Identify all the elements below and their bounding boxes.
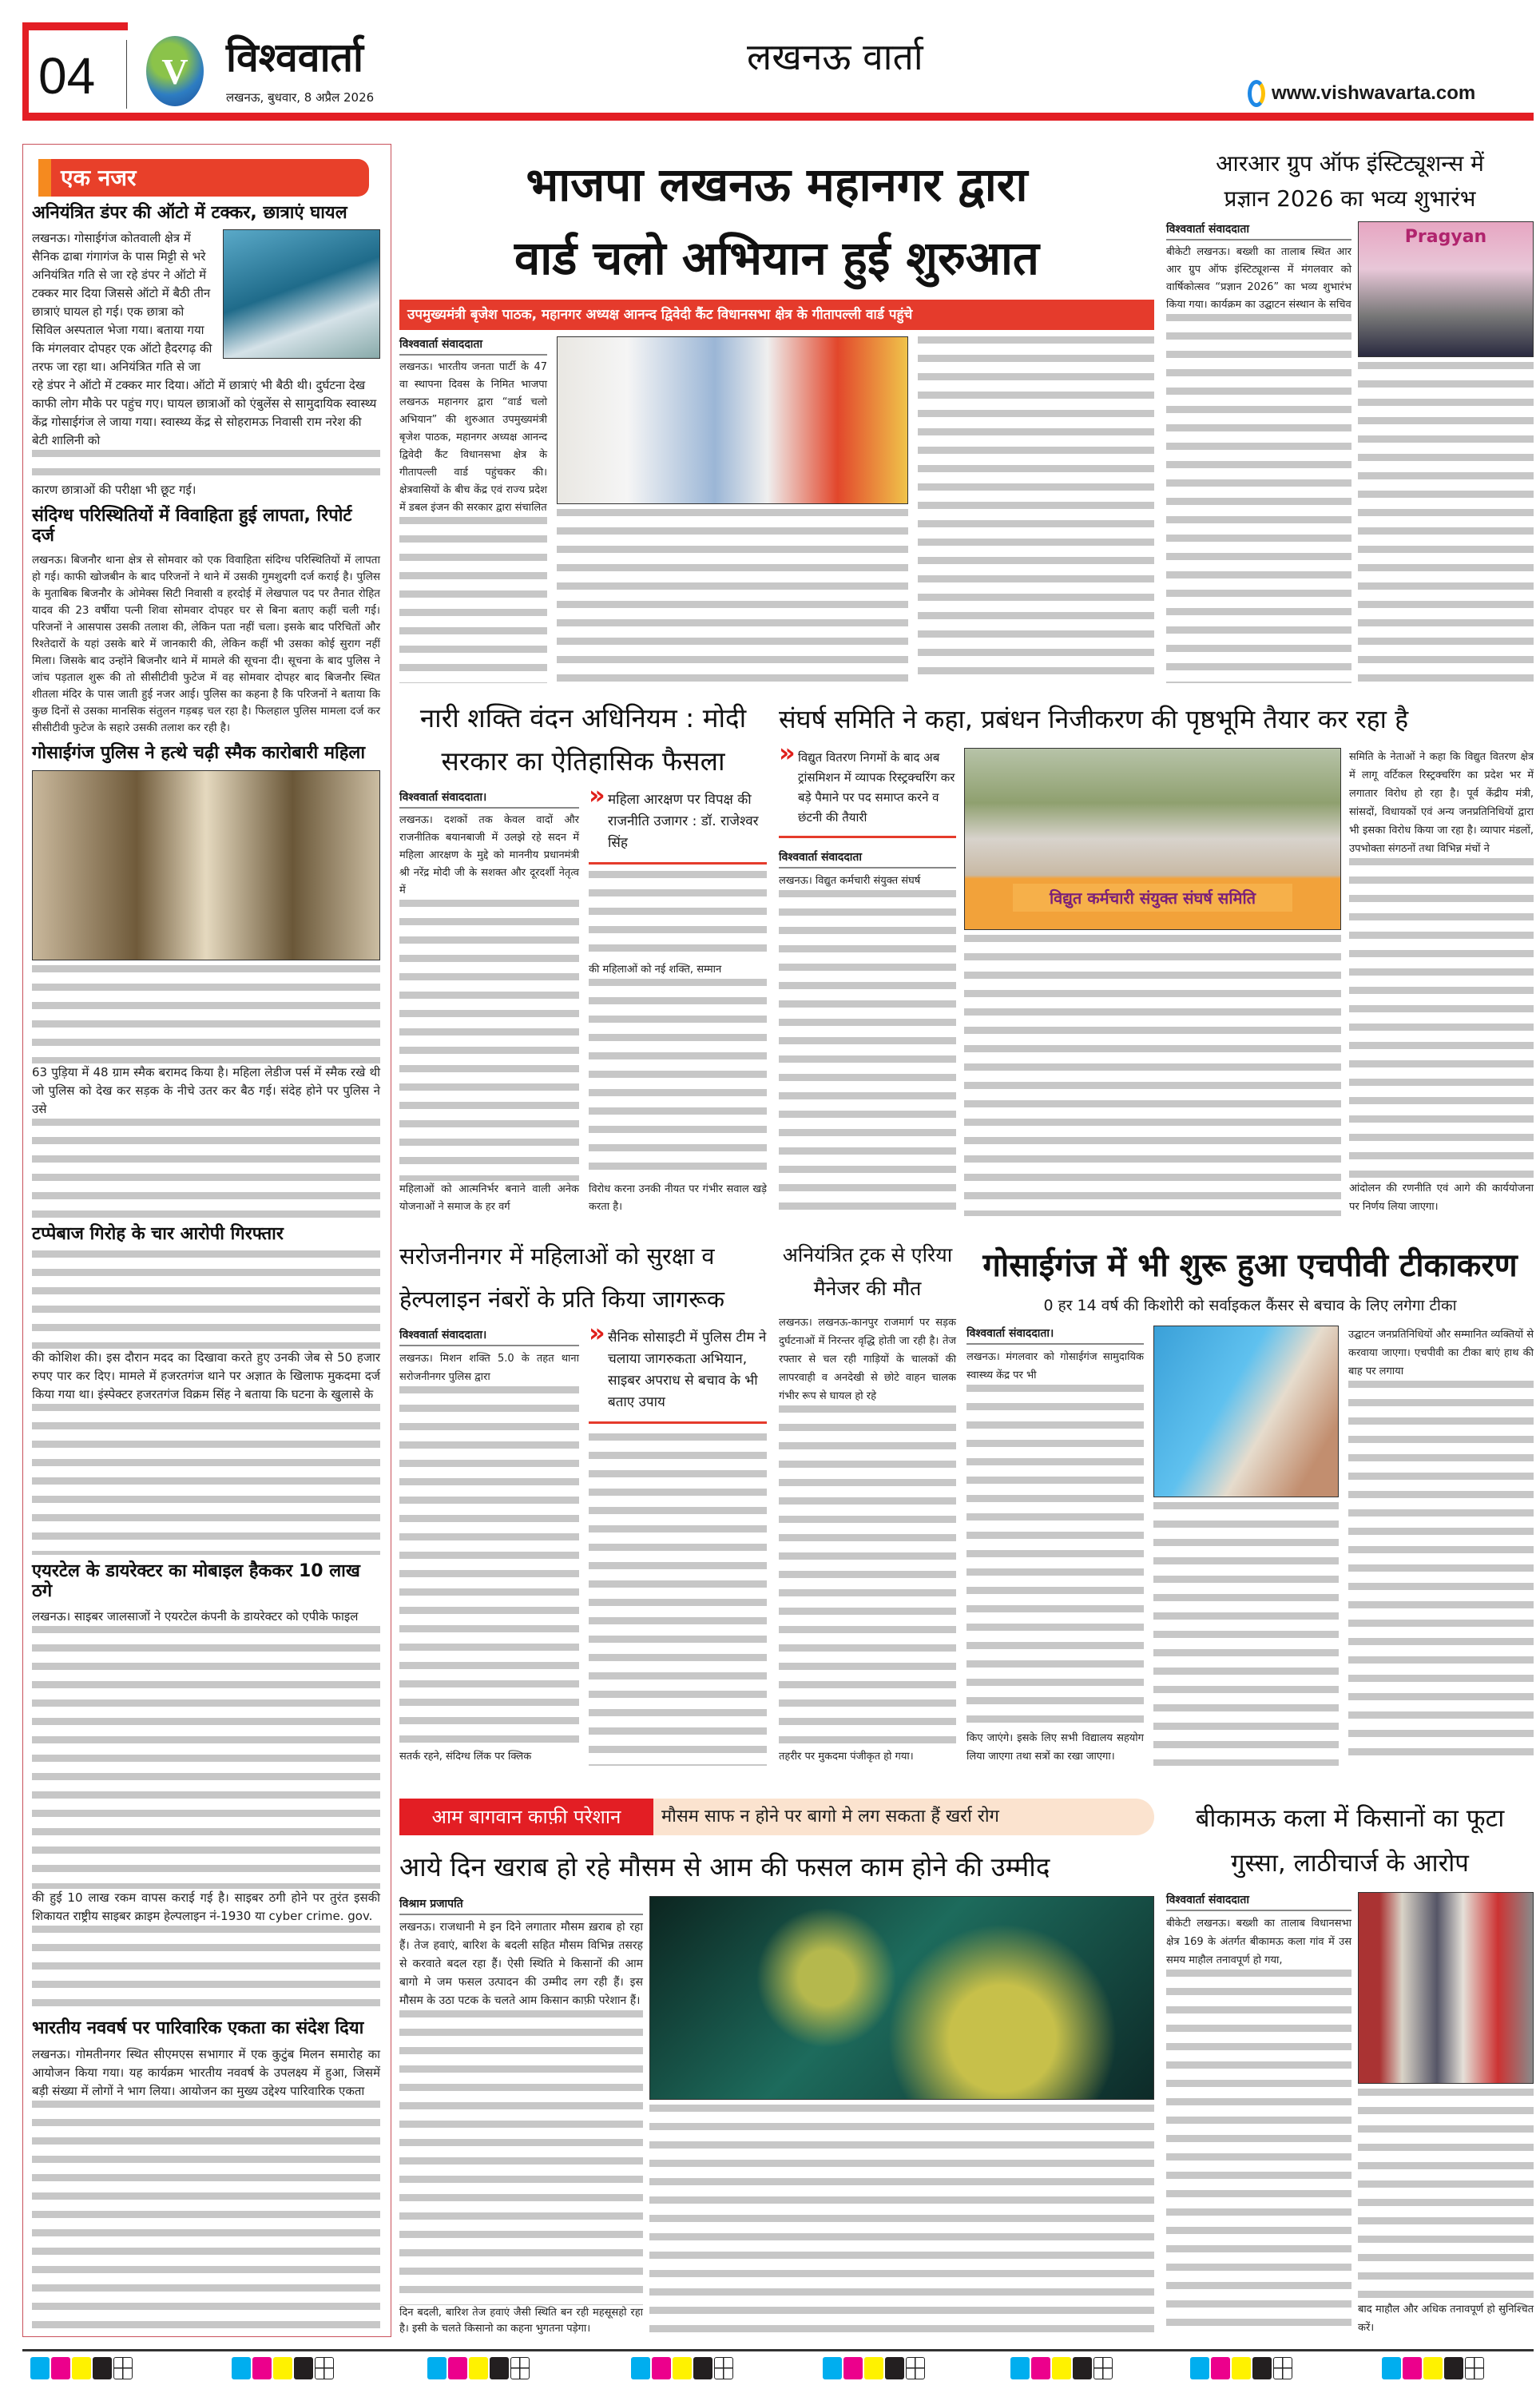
crosshair-swatch xyxy=(714,2357,733,2379)
text-lines xyxy=(32,1626,380,1888)
lead-headline-line-1: भाजपा लखनऊ महानगर द्वारा xyxy=(526,157,1028,212)
bjp-columns xyxy=(557,336,908,683)
text-lines xyxy=(557,509,908,683)
color-swatch xyxy=(1211,2357,1230,2379)
article-text: लखनऊ। दशकों तक केवल वादों और राजनीतिक बयानबाजी में उलझे रहे सदन में महिला आरक्षण के मुद्दे को माननीय प्रधानमंत्री श्री नरेंद्र मोदी जी के सशक्त और दूरदर्शी नेतृत्व में xyxy=(399,814,579,896)
color-swatch xyxy=(51,2357,70,2379)
photo-farmers-protest xyxy=(1358,1892,1534,2084)
sarojini-col-2 xyxy=(589,1327,767,1766)
hpv-row xyxy=(966,1326,1534,1766)
dateline: लखनऊ, बुधवार, 8 अप्रैल 2026 xyxy=(226,90,375,105)
color-swatch xyxy=(864,2357,883,2379)
article-text: लखनऊ। बिजनौर थाना क्षेत्र से सोमवार को एक विवाहिता संदिग्ध परिस्थितियों में लापता हो गई। काफी खोजबीन के बाद परिजनों ने थाने में उसकी गुमशुदगी दर्ज कराई है। पुलिस के मुताबिक बिजनौर के ओमेक्स सिटी निवासी व हरदोई में लेखपाल पद पर तैनात रोहित यादव की 23 वर्षीया पत्नी शिवा सोमवार दोपहर घर से बिना बताए कहीं चली गई। परिजनों ने आसपास उसकी तलाश की, लेकिन पता नहीं चला। इसके बाद परिचितों और रिश्तेदारों के यहां उसके बारे में जानकारी की, लेकिन कहीं भी उसका कोई सुराग नहीं मिला। जिसके बाद उन्होंने बिजनौर थाने में मामले की सूचना दी। सूचना के बाद पुलिस ने जांच पड़ताल शुरू की तो सीसीटीवी फुटेज में वह सोमवार दोपहर बाद बिजनौर स्थित शीतला मंदिर के पास जाती हुई नजर आई। पुलिस का कहना है कि परिजनों ने बताया कि कुछ दिनों से उसका मानसिक संतुलन गड़बड़ चल रहा है। फिलहाल पुलिस मामला दर्ज कर सीसीटीवी फुटेज के सहारे उसकी तलाश कर रही है। xyxy=(32,554,380,735)
color-swatch xyxy=(448,2357,467,2379)
nari-col-2 xyxy=(589,789,767,1216)
crosshair-swatch xyxy=(1093,2357,1113,2379)
article-text-end: आंदोलन की रणनीति एवं आगे की कार्ययोजना पर निर्णय लिया जाएगा। xyxy=(1349,1183,1534,1213)
text-lines xyxy=(918,336,1154,683)
color-registration-strip xyxy=(823,2357,925,2379)
pull-quote: » सैनिक सोसाइटी में पुलिस टीम ने चलाया जागरुकता अभियान, साइबर अपराध से बचाव के भी बताए उपाय xyxy=(589,1327,767,1424)
rr-headline-line-1: आरआर ग्रुप ऑफ इंस्टिट्यूशन्स में xyxy=(1216,150,1484,177)
photo-auto-accident xyxy=(223,229,380,359)
text-lines xyxy=(589,871,767,961)
color-swatch xyxy=(93,2357,112,2379)
bikamau-headline-line-1: बीकामऊ कला में किसानों का फूटा xyxy=(1195,1804,1505,1833)
color-swatch xyxy=(273,2357,292,2379)
section-title: लखनऊ वार्ता xyxy=(747,35,923,78)
mango-row xyxy=(399,1896,1154,2337)
article-text: की महिलाओं को नई शक्ति, सम्मान xyxy=(589,964,722,976)
color-registration-strip xyxy=(1010,2357,1113,2379)
text-lines xyxy=(966,1385,1144,1729)
left-article-6-headline: भारतीय नववर्ष पर पारिवारिक एकता का संदेश दिया xyxy=(32,2018,364,2039)
color-swatch xyxy=(1382,2357,1401,2379)
mango-tag-2: मौसम साफ न होने पर बागो मे लग सकता हैं खर्रा रोग xyxy=(653,1799,1154,1835)
photo-pragyan-2026 xyxy=(1358,221,1534,357)
color-swatch xyxy=(1052,2357,1071,2379)
photo-hpv-vaccination xyxy=(1153,1326,1339,1497)
divider xyxy=(126,40,127,109)
rr-row xyxy=(1166,221,1534,683)
header-rule xyxy=(22,113,1534,121)
color-swatch xyxy=(673,2357,692,2379)
ek-nazar-column xyxy=(32,159,380,2331)
article-text: लखनऊ। साइबर जालसाजों ने एयरटेल कंपनी के डायरेक्टर को एपीके फाइल xyxy=(32,1609,359,1624)
color-swatch xyxy=(469,2357,488,2379)
text-lines xyxy=(32,1926,380,2012)
rr-headline xyxy=(1166,146,1534,217)
article-text-end: विरोध करना उनकी नीयत पर गंभीर सवाल खड़े करता है। xyxy=(589,1183,767,1213)
text-lines xyxy=(399,900,579,1181)
crosshair-swatch xyxy=(113,2357,133,2379)
crosshair-swatch xyxy=(510,2357,530,2379)
footer-rule xyxy=(22,2349,1534,2351)
nari-block xyxy=(399,697,767,1216)
text-lines xyxy=(779,1405,956,1747)
article-text: उद्घाटन जनप्रतिनिधियों और सम्मानित व्यक्तियों से करवाया जाएगा। एचपीवी का टीका बाएं हाथ की बाह पर लगाया xyxy=(1348,1329,1534,1377)
color-swatch xyxy=(823,2357,842,2379)
article-text: लखनऊ। मंगलवार को गोसाईगंज सामुदायिक स्वास्थ्य केंद्र पर भी xyxy=(966,1351,1144,1381)
text-lines xyxy=(32,1250,380,1349)
hpv-headline: गोसाईगंज में भी शुरू हुआ एचपीवी टीकाकरण xyxy=(982,1247,1518,1284)
color-swatch xyxy=(843,2357,863,2379)
text-lines xyxy=(779,890,956,1216)
article-text: लखनऊ। विद्युत कर्मचारी संयुक्त संघर्ष xyxy=(779,875,921,887)
color-registration-strip xyxy=(1190,2357,1292,2379)
color-registration-strip xyxy=(232,2357,334,2379)
color-swatch xyxy=(1073,2357,1092,2379)
nari-headline xyxy=(399,697,767,783)
color-swatch xyxy=(1403,2357,1422,2379)
bjp-row xyxy=(399,336,1154,683)
text-lines xyxy=(589,979,767,1181)
article-text: लखनऊ। लखनऊ-कानपुर राजमार्ग पर सड़क दुर्घटनाओं में निरन्तर वृद्धि होती जा रही है। तेज रफ्तार से चल रही गाड़ियों के चालकों की लापरवाही व अनदेखी से छोटे वाहन चालक गंभीर रूप से घायल हो रहे xyxy=(779,1317,956,1402)
color-swatch xyxy=(1423,2357,1443,2379)
byline: विश्ववार्ता संवाददाता। xyxy=(399,1327,579,1346)
photo-mango-blossom xyxy=(649,1896,1154,2100)
color-registration-strip xyxy=(30,2357,133,2379)
color-swatch xyxy=(294,2357,313,2379)
hpv-subhead: 0 हर 14 वर्ष की किशोरी को सर्वाइकल कैंसर से बचाव के लिए लगेगा टीका xyxy=(1043,1297,1457,1314)
article-text-end: महिलाओं को आत्मनिर्भर बनाने वाली अनेक योजनाओं ने समाज के हर वर्ग xyxy=(399,1183,579,1213)
article-text: की कोशिश की। इस दौरान मदद का दिखावा करते हुए उनकी जेब से 50 हजार रुपए पार कर दिए। मामले में हजरतगंज थाने पर अज्ञात के खिलाफ मुकदमा दर्ज किया गया था। इंस्पेक्टर हजरतगंज विक्रम सिंह ने बताया कि घटना के खुलासे के xyxy=(32,1350,380,1402)
mango-cols xyxy=(649,1896,1154,2337)
text-lines xyxy=(649,2105,1154,2337)
mango-tag-row xyxy=(399,1799,1154,1835)
left-article-2-headline: संदिग्ध परिस्थितियों में विवाहिता हुई लापता, रिपोर्ट दर्ज xyxy=(32,505,352,547)
text-lines xyxy=(1348,1381,1534,1766)
article-text: 63 पुड़िया में 48 ग्राम स्मैक बरामद किया है। महिला लेडीज पर्स में स्मैक रखे थी जो पुलिस को देख कर सड़क के नीचे उतर कर बैठ गई। संदेह होने पर पुलिस ने उसे xyxy=(32,1065,380,1117)
nari-row xyxy=(399,789,767,1216)
crosshair-swatch xyxy=(906,2357,925,2379)
article-text: लखनऊ। मिशन शक्ति 5.0 के तहत थाना सरोजनीनगर पुलिस द्वारा xyxy=(399,1353,579,1383)
color-registration-strip xyxy=(1382,2357,1484,2379)
sangharsh-article xyxy=(779,748,956,1216)
rr-right-column xyxy=(1358,221,1534,683)
text-lines xyxy=(1166,314,1351,683)
truck-block xyxy=(779,1238,956,1766)
lead-headline xyxy=(399,148,1154,295)
color-swatch xyxy=(252,2357,272,2379)
text-lines xyxy=(32,1404,380,1554)
text-lines xyxy=(964,935,1341,1216)
web-icon xyxy=(1248,80,1265,107)
hpv-block xyxy=(966,1242,1534,1766)
article-text: लखनऊ। गोसाईगंज कोतवाली क्षेत्र में सैनिक ढाबा गंगागंज के पास मिट्टी से भरे अनियंत्रित गति से जा रहे डंपर ने ऑटो में टक्कर मार दिया जिससे ऑटो में बैठी तीन छात्राएं घायल हो गई। एक छात्रा को सिविल अस्पताल भेजा गया। बताया गया कि मंगलवार दोपहर एक ऑटो हैदरगढ़ की तरफ जा रहा था। अनियंत्रित गति से जा रहे डंपर ने ऑटो में टक्कर मार दिया। ऑटो में छात्राएं भी बैठी थी। दुर्घटना देख काफी लोग मौके पर पहुंच गए। घायल छात्राओं को एंबुलेंस से सामुदायिक स्वास्थ्य केंद्र गोसाईगंज ले जाया गया। स्वास्थ्य केंद्र से सोहरामऊ निवासी राम नरेश की बेटी शालिनी को xyxy=(32,231,377,448)
text-lines xyxy=(399,517,547,683)
color-swatch xyxy=(72,2357,91,2379)
color-swatch xyxy=(885,2357,904,2379)
byline: विश्ववार्ता संवाददाता। xyxy=(399,789,579,809)
nari-headline-line-2: सरकार का ऐतिहासिक फैसला xyxy=(441,745,725,777)
sarojini-headline xyxy=(399,1234,767,1321)
byline: विश्ववार्ता संवाददाता xyxy=(399,336,547,356)
sarojini-row xyxy=(399,1327,767,1766)
byline: विश्ववार्ता संवाददाता xyxy=(779,849,956,869)
hpv-cols xyxy=(1153,1326,1339,1766)
photo-banner-text: Pragyan xyxy=(1404,227,1487,247)
text-lines xyxy=(32,1119,380,1217)
color-registration-strip xyxy=(631,2357,733,2379)
color-swatch xyxy=(631,2357,650,2379)
color-swatch xyxy=(652,2357,671,2379)
sangharsh-block xyxy=(779,697,1534,1216)
bikamau-article xyxy=(1166,1892,1351,2337)
text-lines xyxy=(32,965,380,1063)
color-swatch xyxy=(427,2357,447,2379)
text-lines xyxy=(399,2010,643,2305)
sarojini-headline-line-2: हेल्पलाइन नंबरों के प्रति किया जागरूक xyxy=(399,1286,725,1313)
color-swatch xyxy=(1252,2357,1272,2379)
bjp-block xyxy=(399,148,1154,683)
mango-article xyxy=(399,1896,643,2337)
byline: विश्ववार्ता संवाददाता xyxy=(1166,1892,1351,1911)
color-swatch xyxy=(1232,2357,1251,2379)
article-text: लखनऊ। भारतीय जनता पार्टी के 47 वा स्थापना दिवस के निमित भाजपा लखनऊ महानगर द्वारा “वार्ड चलो अभियान” की शुरुआत उपमुख्यमंत्री बृजेश पाठक, महानगर अध्यक्ष आनन्द द्विवेदी कैंट विधानसभा क्षेत्र के गीतापल्ली वार्ड पहुंचकर की। क्षेत्रवासियों के बीच केंद्र एवं राज्य प्रदेश में डबल इंजन की सरकार द्वारा संचालित xyxy=(399,361,547,514)
sangharsh-right xyxy=(1349,748,1534,1216)
left-article-4-headline: टप्पेबाज गिरोह के चार आरोपी गिरफ्तार xyxy=(32,1223,284,1244)
crosshair-swatch xyxy=(1465,2357,1484,2379)
color-swatch xyxy=(1010,2357,1030,2379)
bjp-article xyxy=(399,336,547,683)
article-text-end: बाद माहौल और अधिक तनावपूर्ण हो सुनिश्चित करें। xyxy=(1358,2304,1534,2334)
color-swatch xyxy=(30,2357,50,2379)
sangharsh-row xyxy=(779,748,1534,1216)
color-swatch xyxy=(1031,2357,1050,2379)
pull-quote: » विद्युत वितरण निगमों के बाद अब ट्रांसमिशन में व्यापक रिस्ट्रक्चरिंग कर बड़े पैमाने पर पद समाप्त करने व छंटनी की तैयारी xyxy=(779,748,956,838)
rr-article xyxy=(1166,221,1351,683)
sangharsh-headline: संघर्ष समिति ने कहा, प्रबंधन निजीकरण की पृष्ठभूमि तैयार कर रहा है xyxy=(779,704,1409,734)
article-text-end: सतर्क रहने, संदिग्ध लिंक पर क्लिक xyxy=(399,1751,532,1763)
text-lines xyxy=(1358,362,1534,683)
photo-protest-banner xyxy=(964,748,1341,930)
bikamau-headline-line-2: गुस्सा, लाठीचार्ज के आरोप xyxy=(1231,1849,1469,1878)
color-registration-strip xyxy=(427,2357,530,2379)
byline: विश्ववार्ता संवाददाता। xyxy=(966,1326,1144,1345)
paper-logo-icon: V xyxy=(146,36,204,106)
sarojini-headline-line-1: सरोजनीनगर में महिलाओं को सुरक्षा व xyxy=(399,1242,715,1270)
text-lines xyxy=(1358,2089,1534,2300)
article-text: समिति के नेताओं ने कहा कि विद्युत वितरण क्षेत्र में लागू वर्टिकल रिस्ट्रक्चरिंग का प्रदेश भर में लगातार विरोध हो रहा है। पूर्व केंद्रीय मंत्री, सांसदों, विधायकों एवं अन्य जनप्रतिनिधियों द्वारा भी इसका विरोध किया जा रहा है। व्यापार मंडलों, उपभोक्ता संगठनों तथा विभिन्न मंचों ने xyxy=(1349,751,1534,855)
sarojini-article xyxy=(399,1327,579,1766)
sangharsh-cols xyxy=(964,748,1341,1216)
bikamau-block xyxy=(1166,1796,1534,2337)
lead-headline-line-2: वार्ड चलो अभियान हुई शुरुआत xyxy=(514,231,1039,285)
left-article-3-headline: गोसाईगंज पुलिस ने हत्थे चढ़ी स्मैक कारोबारी महिला xyxy=(32,743,366,764)
article-text-end: तहरीर पर मुकदमा पंजीकृत हो गया। xyxy=(779,1751,914,1763)
mango-block xyxy=(399,1799,1154,2337)
text-lines xyxy=(1349,858,1534,1179)
nari-article xyxy=(399,789,579,1216)
photo-bjp-ward-campaign xyxy=(557,336,908,504)
article-text: लखनऊ। गोमतीनगर स्थित सीएमएस सभागार में एक कुटुंब मिलन समारोह का आयोजन किया गया। यह कार्यक्रम भारतीय नववर्ष के उपलक्ष्य में हुआ, जिसमें बड़ी संख्या में लोगों ने भाग लिया। आयोजन का मुख्य उद्देश्य पारिवारिक एकता xyxy=(32,2046,380,2098)
ek-nazar-tag: एक नजर xyxy=(38,159,369,197)
text-lines xyxy=(399,1386,579,1747)
bikamau-right xyxy=(1358,1892,1534,2337)
website-link[interactable]: www.vishwavarta.com xyxy=(1272,82,1476,104)
article-text: बीकेटी लखनऊ। बख्शी का तालाब स्थित आर आर ग्रुप ऑफ इंस्टिट्यूशन्स में मंगलवार को वार्षिकोत्सव “प्रज्ञान 2026” का भव्य शुभारंभ किया गया। कार्यक्रम का उद्घाटन संस्थान के सचिव xyxy=(1166,246,1351,311)
article-text-end: दिन बदली, बारिश तेज हवाएं जैसी स्थिति बन रही महसूसहो रहा है। इसी के चलते किसानो का कहना भुगतना पड़ेगा। xyxy=(399,2307,643,2335)
color-swatch xyxy=(693,2357,712,2379)
color-swatch xyxy=(1190,2357,1209,2379)
text-lines xyxy=(32,2101,380,2331)
truck-headline: अनियंत्रित ट्रक से एरिया मैनेजर की मौत xyxy=(782,1243,953,1300)
left-article-1-body xyxy=(32,229,380,450)
color-swatch xyxy=(490,2357,509,2379)
hpv-right xyxy=(1348,1326,1534,1766)
rr-headline-line-2: प्रज्ञान 2026 का भव्य शुभारंभ xyxy=(1224,185,1476,212)
color-swatch xyxy=(1444,2357,1463,2379)
sarojini-block xyxy=(399,1234,767,1766)
color-swatch xyxy=(232,2357,251,2379)
article-text-end: की हुई 10 लाख रकम वापस कराई गई है। साइबर ठगी होने पर तुरंत इसकी शिकायत राष्ट्रीय साइबर क्राइम हेल्पलाइन नं-1930 या cyber crime. gov. xyxy=(32,1890,380,1923)
left-article-1-headline: अनियंत्रित डंपर की ऑटो में टक्कर, छात्राएं घायल xyxy=(32,203,347,223)
article-text-end: कारण छात्राओं की परीक्षा भी छूट गई। xyxy=(32,482,196,497)
mango-tag: आम बागवान काफ़ी परेशान xyxy=(399,1799,653,1835)
nari-headline-line-1: नारी शक्ति वंदन अधिनियम : मोदी xyxy=(419,702,747,733)
rr-block xyxy=(1166,146,1534,683)
photo-banner-text: विद्युत कर्मचारी संयुक्त संघर्ष समिति xyxy=(1013,884,1292,912)
left-article-5-headline: एयरटेल के डायरेक्टर का मोबाइल हैककर 10 लाख ठगे xyxy=(32,1560,360,1602)
hpv-article xyxy=(966,1326,1144,1766)
photo-police-women xyxy=(32,770,380,960)
article-text: बीकेटी लखनऊ। बख्शी का तालाब विधानसभा क्षेत्र 169 के अंतर्गत बीकामऊ कला गांव में उस समय माहौल तनावपूर्ण हो गया, xyxy=(1166,1918,1351,1966)
page-number: 04 xyxy=(38,47,96,105)
bikamau-row xyxy=(1166,1892,1534,2337)
byline: विश्राम प्रजापति xyxy=(399,1896,643,1915)
article-text-end: किए जाएंगे। इसके लिए सभी विद्यालय सहयोग लिया जाएगा तथा सत्रों का रखा जाएगा। xyxy=(966,1732,1144,1763)
bjp-right-column xyxy=(918,336,1154,683)
text-lines xyxy=(32,450,380,480)
mango-headline: आये दिन खराब हो रहे मौसम से आम की फसल काम होने की उम्मीद xyxy=(399,1851,1050,1882)
bikamau-headline xyxy=(1166,1796,1534,1886)
crosshair-swatch xyxy=(1273,2357,1292,2379)
text-lines xyxy=(589,1433,767,1766)
crosshair-swatch xyxy=(315,2357,334,2379)
text-lines xyxy=(1153,1502,1339,1766)
byline: विश्ववार्ता संवाददाता xyxy=(1166,221,1351,240)
paper-name: विश्ववार्ता xyxy=(226,34,363,81)
pull-quote: » महिला आरक्षण पर विपक्ष की राजनीति उजागर : डॉ. राजेश्वर सिंह xyxy=(589,789,767,865)
text-lines xyxy=(1166,1970,1351,2337)
article-text: लखनऊ। राजधानी मे इन दिने लगातार मौसम ख़राब हो रहा हैं। तेज हवाएं, बारिश के बदली सहित मौसम विभिन्न तसरह से करवाते बदल रहा हैं। ऐसी स्थिति मे किसानों की आम बागो मे जम फसल उत्पादन की उम्मीद लग रही हैं। इस मौसम के उठा पटक के चलते आम किसान काफ़ी परेशान हैं। xyxy=(399,1921,643,2007)
lead-subhead: उपमुख्यमंत्री बृजेश पाठक, महानगर अध्यक्ष आनन्द द्विवेदी कैंट विधानसभा क्षेत्र के गीतापल्ली वार्ड पहुंचे xyxy=(399,300,1154,330)
